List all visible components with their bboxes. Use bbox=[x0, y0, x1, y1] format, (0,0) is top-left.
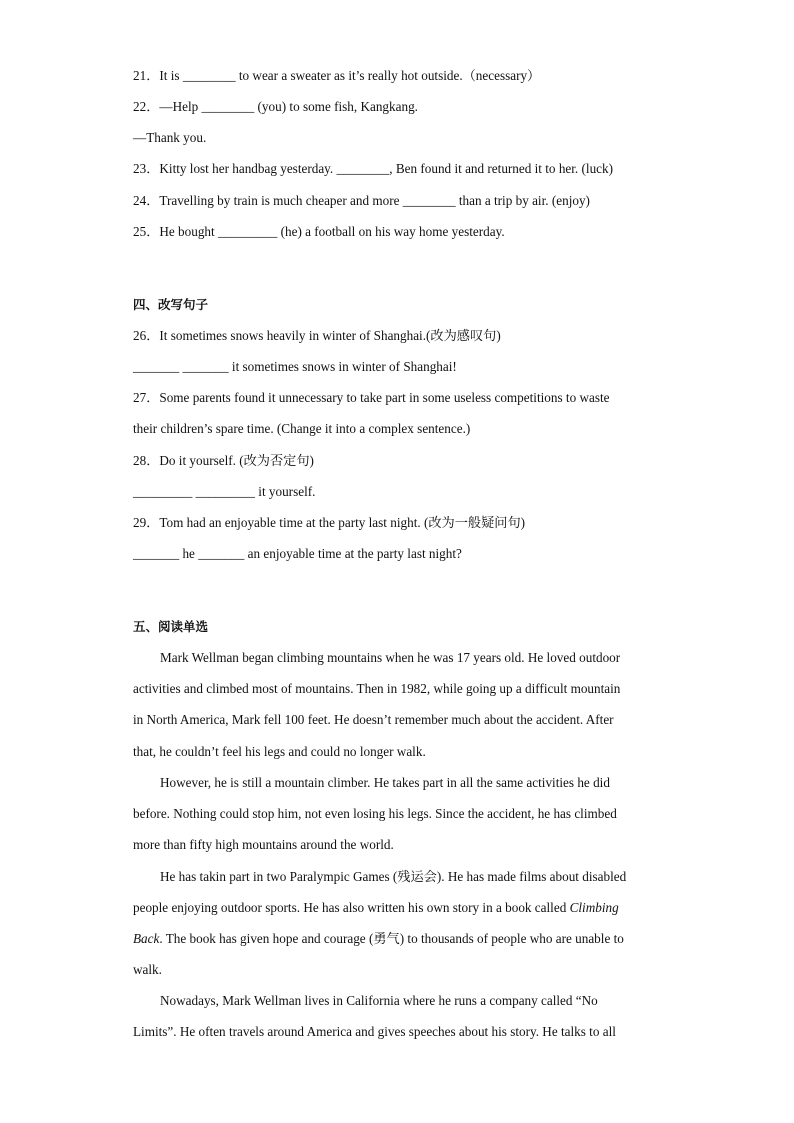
paragraph-3-line: He has takin part in two Paralympic Games (残运会). He has made films about disabled bbox=[160, 869, 627, 884]
paragraph-3-line: people enjoying outdoor sports. He has also written his own story in a book called Climbing bbox=[133, 900, 619, 915]
question-29: 29．Tom had an enjoyable time at the party last night. (改为一般疑问句) bbox=[133, 515, 526, 530]
section-heading-rewrite: 四、改写句子 bbox=[133, 297, 209, 312]
paragraph-3-line: walk. bbox=[133, 962, 162, 977]
paragraph-1-line: Mark Wellman began climbing mountains when he was 17 years old. He loved outdoor bbox=[160, 650, 621, 665]
paragraph-2-line: more than fifty high mountains around the world. bbox=[133, 837, 394, 852]
answer-line-29: _______ he _______ an enjoyable time at the party last night? bbox=[133, 546, 462, 561]
question-24: 24．Travelling by train is much cheaper and more ________ than a trip by air. (enjoy) bbox=[133, 193, 590, 208]
question-27: 27．Some parents found it unnecessary to take part in some useless competitions to waste bbox=[133, 390, 610, 405]
paragraph-2-line: However, he is still a mountain climber. He takes part in all the same activities he did bbox=[160, 775, 610, 790]
question-25: 25．He bought _________ (he) a football on his way home yesterday. bbox=[133, 224, 505, 239]
question-22-reply: —Thank you. bbox=[133, 130, 207, 145]
answer-line-26: _______ _______ it sometimes snows in winter of Shanghai! bbox=[133, 359, 457, 374]
paragraph-4-line: Nowadays, Mark Wellman lives in California where he runs a company called “No bbox=[160, 993, 598, 1008]
question-22: 22．—Help ________ (you) to some fish, Kangkang. bbox=[133, 99, 418, 114]
paragraph-3-line: Back. The book has given hope and courage (勇气) to thousands of people who are unable to bbox=[133, 931, 624, 946]
question-27-cont: their children’s spare time. (Change it into a complex sentence.) bbox=[133, 421, 471, 436]
question-21: 21．It is ________ to wear a sweater as it’s really hot outside.（necessary） bbox=[133, 68, 541, 83]
question-28: 28．Do it yourself. (改为否定句) bbox=[133, 453, 314, 468]
book-title-part2: Back bbox=[133, 931, 160, 946]
paragraph-2-line: before. Nothing could stop him, not even losing his legs. Since the accident, he has climbed bbox=[133, 806, 617, 821]
book-title-part1: Climbing bbox=[569, 900, 619, 915]
paragraph-1-line: activities and climbed most of mountains. Then in 1982, while going up a difficult mountain bbox=[133, 681, 621, 696]
question-23: 23．Kitty lost her handbag yesterday. ________, Ben found it and returned it to her. (luck) bbox=[133, 161, 614, 176]
paragraph-4-line: Limits”. He often travels around America and gives speeches about his story. He talks to all bbox=[133, 1024, 616, 1039]
answer-line-28: _________ _________ it yourself. bbox=[133, 484, 316, 499]
section-heading-reading: 五、阅读单选 bbox=[133, 619, 209, 634]
paragraph-1-line: in North America, Mark fell 100 feet. He doesn’t remember much about the accident. After bbox=[133, 712, 614, 727]
paragraph-1-line: that, he couldn’t feel his legs and could no longer walk. bbox=[133, 744, 426, 759]
question-26: 26．It sometimes snows heavily in winter of Shanghai.(改为感叹句) bbox=[133, 328, 501, 343]
